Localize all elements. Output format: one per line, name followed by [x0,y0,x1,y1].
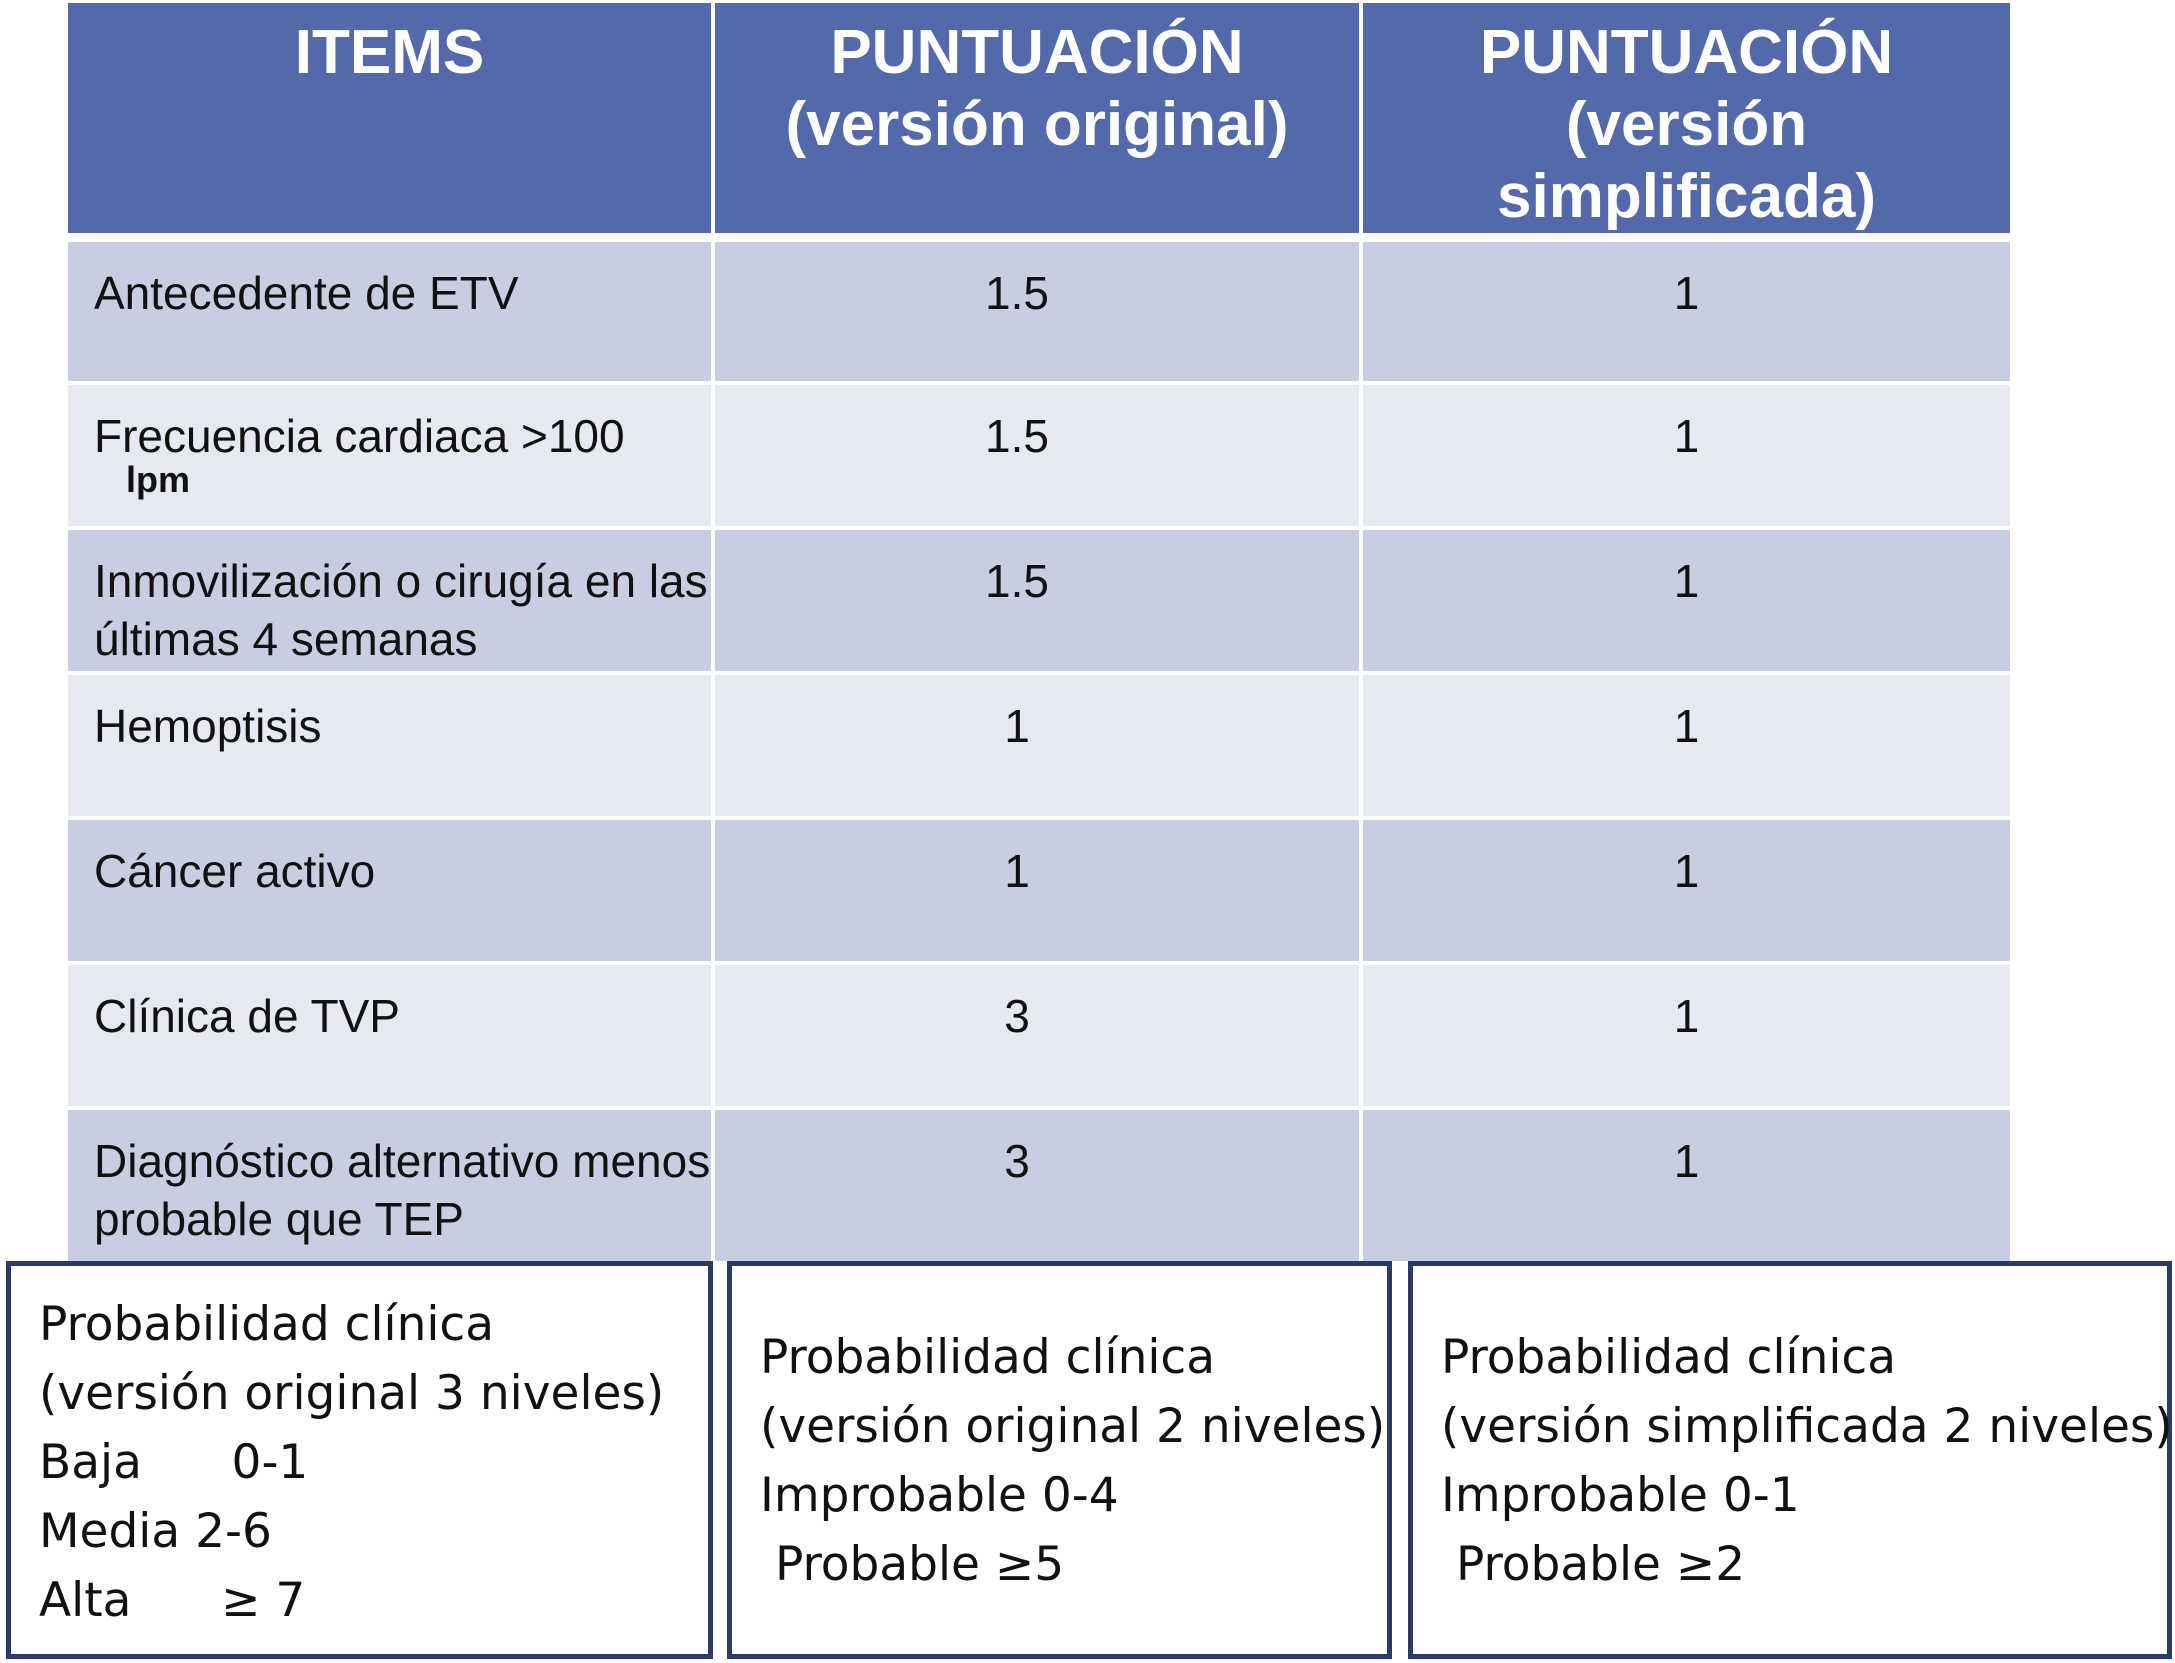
header-original-subtitle: (versión original) [785,90,1289,159]
item-unit: lpm [126,458,191,500]
level-likely: Probable ≥5 [760,1537,1065,1592]
simplified-score-cell: 1 [1361,238,2010,383]
table-row [68,673,2010,818]
item-cell: Hemoptisis [68,673,713,818]
box-subtitle: (versión original 3 niveles) [39,1366,665,1421]
table-row [68,383,2010,528]
probability-box-original-3-levels [6,1261,713,1659]
level-low: Baja 0-1 [39,1435,309,1490]
simplified-score-cell: 1 [1361,528,2010,673]
level-medium: Media 2-6 [39,1504,272,1559]
box-title: Probabilidad clínica [760,1330,1216,1385]
simplified-score-cell: 1 [1361,818,2010,963]
table-header-row [68,3,2010,238]
simplified-score-cell: 1 [1361,383,2010,528]
item-cell: Diagnóstico alternativo menos probable que TEP [68,1108,713,1263]
header-simplified-subtitle: (versión simplificada) [1497,90,1876,231]
wells-score-table [68,3,2010,1265]
item-cell [68,383,713,528]
level-unlikely: Improbable 0-1 [1441,1468,1800,1523]
box-subtitle: (versión simplificada 2 niveles) [1441,1399,2173,1454]
table-row [68,238,2010,383]
simplified-score-cell: 1 [1361,673,2010,818]
header-original-title: PUNTUACIÓN [830,18,1244,87]
header-simplified-score [1361,3,2010,238]
level-likely: Probable ≥2 [1441,1537,1746,1592]
original-score-cell: 3 [713,1108,1361,1263]
original-score-cell: 3 [713,963,1361,1108]
header-items [68,3,713,238]
item-cell: Clínica de TVP [68,963,713,1108]
original-score-cell: 1.5 [713,528,1361,673]
level-unlikely: Improbable 0-4 [760,1468,1119,1523]
original-score-cell: 1.5 [713,383,1361,528]
box-title: Probabilidad clínica [1441,1330,1897,1385]
header-simplified-title: PUNTUACIÓN [1479,18,1894,87]
item-label: Frecuencia cardiaca >100 [94,409,625,462]
item-cell: Inmovilización o cirugía en las últimas 4 semanas [68,528,713,673]
probability-box-simplified-2-levels [1408,1261,2172,1659]
simplified-score-cell: 1 [1361,963,2010,1108]
simplified-score-cell: 1 [1361,1108,2010,1263]
item-cell: Cáncer activo [68,818,713,963]
original-score-cell: 1 [713,818,1361,963]
box-title: Probabilidad clínica [39,1297,495,1352]
header-items-title: ITEMS [294,18,485,87]
original-score-cell: 1 [713,673,1361,818]
probability-box-original-2-levels [727,1261,1392,1659]
table-row [68,963,2010,1108]
table-row [68,528,2010,673]
header-original-score [713,3,1361,238]
original-score-cell: 1.5 [713,238,1361,383]
item-cell: Antecedente de ETV [68,238,713,383]
box-subtitle: (versión original 2 niveles) [760,1399,1386,1454]
level-high: Alta ≥ 7 [39,1573,306,1628]
table-row [68,818,2010,963]
table-row [68,1108,2010,1263]
